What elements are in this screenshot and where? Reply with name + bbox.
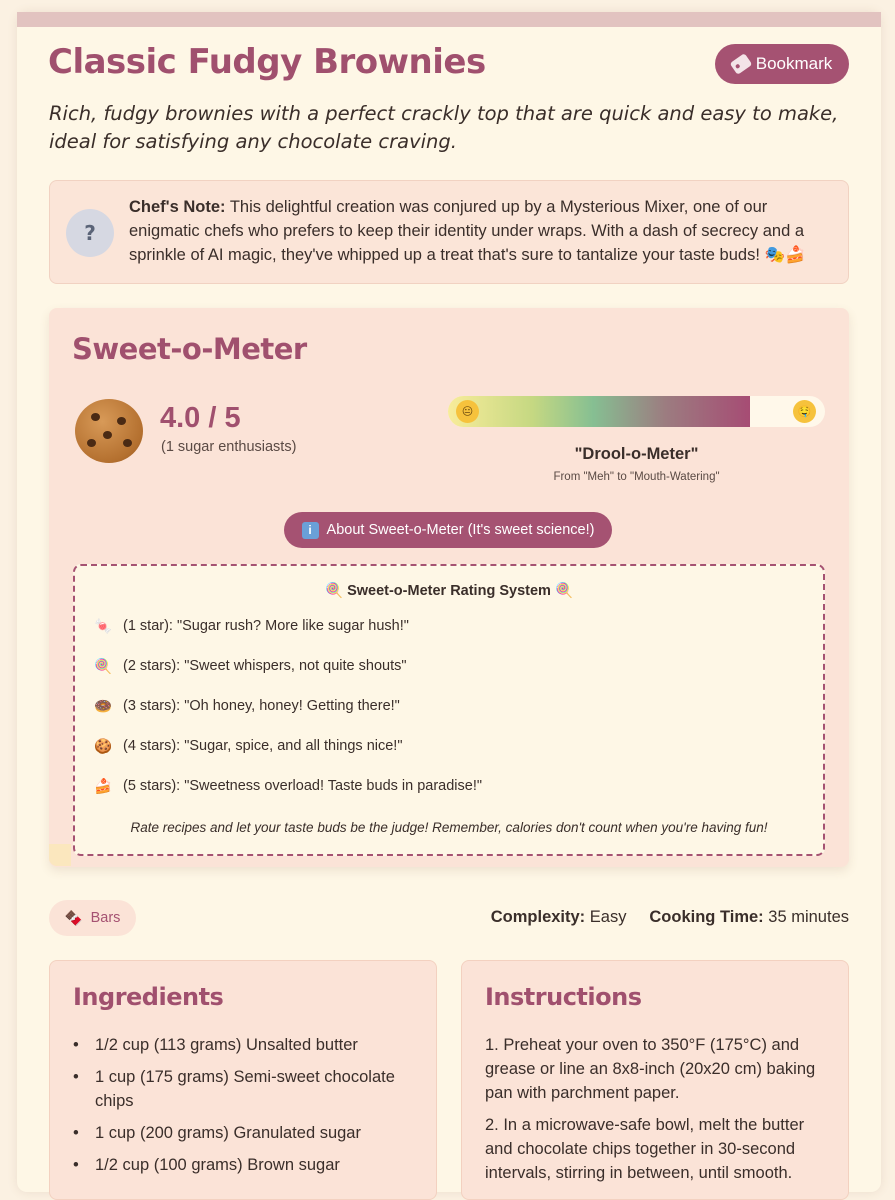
chef-note [49,180,849,284]
ingredients-list [73,1033,413,1185]
sweet-o-meter-title: Sweet-o-Meter [72,332,307,366]
cookie-icon [75,399,143,463]
complexity-value: Easy [589,908,627,926]
top-accent-bar [17,12,881,27]
recipe-page [17,12,881,1192]
rating-system-box [73,564,825,856]
instruction-step: 2. In a microwave-safe bowl, melt the butter and chocolate chips together in 30-second intervals, stirring in between, until smooth. [485,1116,805,1182]
category-tag[interactable] [49,900,136,936]
bookmark-label: Bookmark [755,54,833,73]
info-icon: i [302,522,319,539]
complexity-label: Complexity: [490,908,586,926]
rating-row-2 [91,654,407,678]
ingredient-item: • 1/2 cup (113 grams) Unsalted butter [73,1033,413,1057]
about-button-label: About Sweet-o-Meter (It's sweet science!) [326,522,595,538]
drool-o-meter-title: "Drool-o-Meter" [574,445,699,463]
rating-system-heading: 🍭 Sweet-o-Meter Rating System 🍭 [324,583,573,599]
corner-decoration [49,844,71,866]
rating-row-text: (1 star): "Sugar rush? More like sugar hush!" [123,618,409,634]
cookie-icon: 🍪 [93,738,113,755]
rating-score: 4.0 / 5 [160,402,241,434]
chef-note-text [129,195,829,267]
rating-system-footer: Rate recipes and let your taste buds be the judge! Remember, calories don't count when you're having fun! [130,820,768,835]
candy-icon: 🍬 [93,618,113,635]
cake-icon: 🍰 [93,778,113,795]
instruction-step: 1. Preheat your oven to 350°F (175°C) and grease or line an 8x8-inch (20x20 cm) baking pan with parchment paper. [485,1036,816,1102]
rating-row-5 [91,774,482,798]
recipe-title: Classic Fudgy Brownies [48,42,486,82]
instructions-title: Instructions [485,983,642,1011]
cooking-time-value: 35 minutes [768,908,849,926]
category-label: Bars [90,910,121,926]
about-sweet-o-meter-button[interactable] [284,512,612,548]
ingredients-title: Ingredients [73,983,224,1011]
rating-row-text: (3 stars): "Oh honey, honey! Getting there!" [123,698,400,714]
chef-note-body: This delightful creation was conjured up by a Mysterious Mixer, one of our enigmatic chefs who prefers to keep their identity under wraps. With a dash of secrecy and a sprinkle of AI magic, they've whipped up a treat that's sure to tantalize your taste buds! 🎭🍰 [129,198,806,264]
rating-row-text: (4 stars): "Sugar, spice, and all things nice!" [123,738,403,754]
ingredient-item: • 1 cup (175 grams) Semi-sweet chocolate chips [73,1065,413,1113]
rating-row-1 [91,614,409,638]
cooking-time-label: Cooking Time: [649,908,764,926]
instructions-list [485,1033,830,1193]
tag-icon [729,53,752,75]
bookmark-button[interactable] [715,44,849,84]
chocolate-bar-icon: 🍫 [64,910,83,927]
drool-o-meter-fill [448,396,750,427]
drool-o-meter-bar [448,396,825,427]
rating-row-text: (5 stars): "Sweetness overload! Taste buds in paradise!" [123,778,483,794]
chef-note-label: Chef's Note: [129,198,226,216]
chef-avatar: ? [66,209,114,257]
drool-o-meter-caption: From "Meh" to "Mouth-Watering" [553,471,720,483]
recipe-meta [491,908,849,927]
sweet-o-meter-card [49,308,849,867]
rating-row-4 [91,734,403,758]
rating-row-3 [91,694,400,718]
recipe-subtitle: Rich, fudgy brownies with a perfect crackly top that are quick and easy to make, ideal for satisfying any chocolate craving. [49,102,839,153]
rating-row-text: (2 stars): "Sweet whispers, not quite shouts" [123,658,407,674]
ingredients-card [49,960,437,1200]
lollipop-icon: 🍭 [93,658,113,675]
rating-count: (1 sugar enthusiasts) [161,439,297,455]
ingredient-item: • 1/2 cup (100 grams) Brown sugar [73,1153,413,1177]
donut-icon: 🍩 [93,698,113,715]
drooling-face-icon: 🤤 [793,400,816,423]
instructions-card [461,960,849,1200]
neutral-face-icon: 😐 [456,400,479,423]
ingredient-item: • 1 cup (200 grams) Granulated sugar [73,1121,413,1145]
